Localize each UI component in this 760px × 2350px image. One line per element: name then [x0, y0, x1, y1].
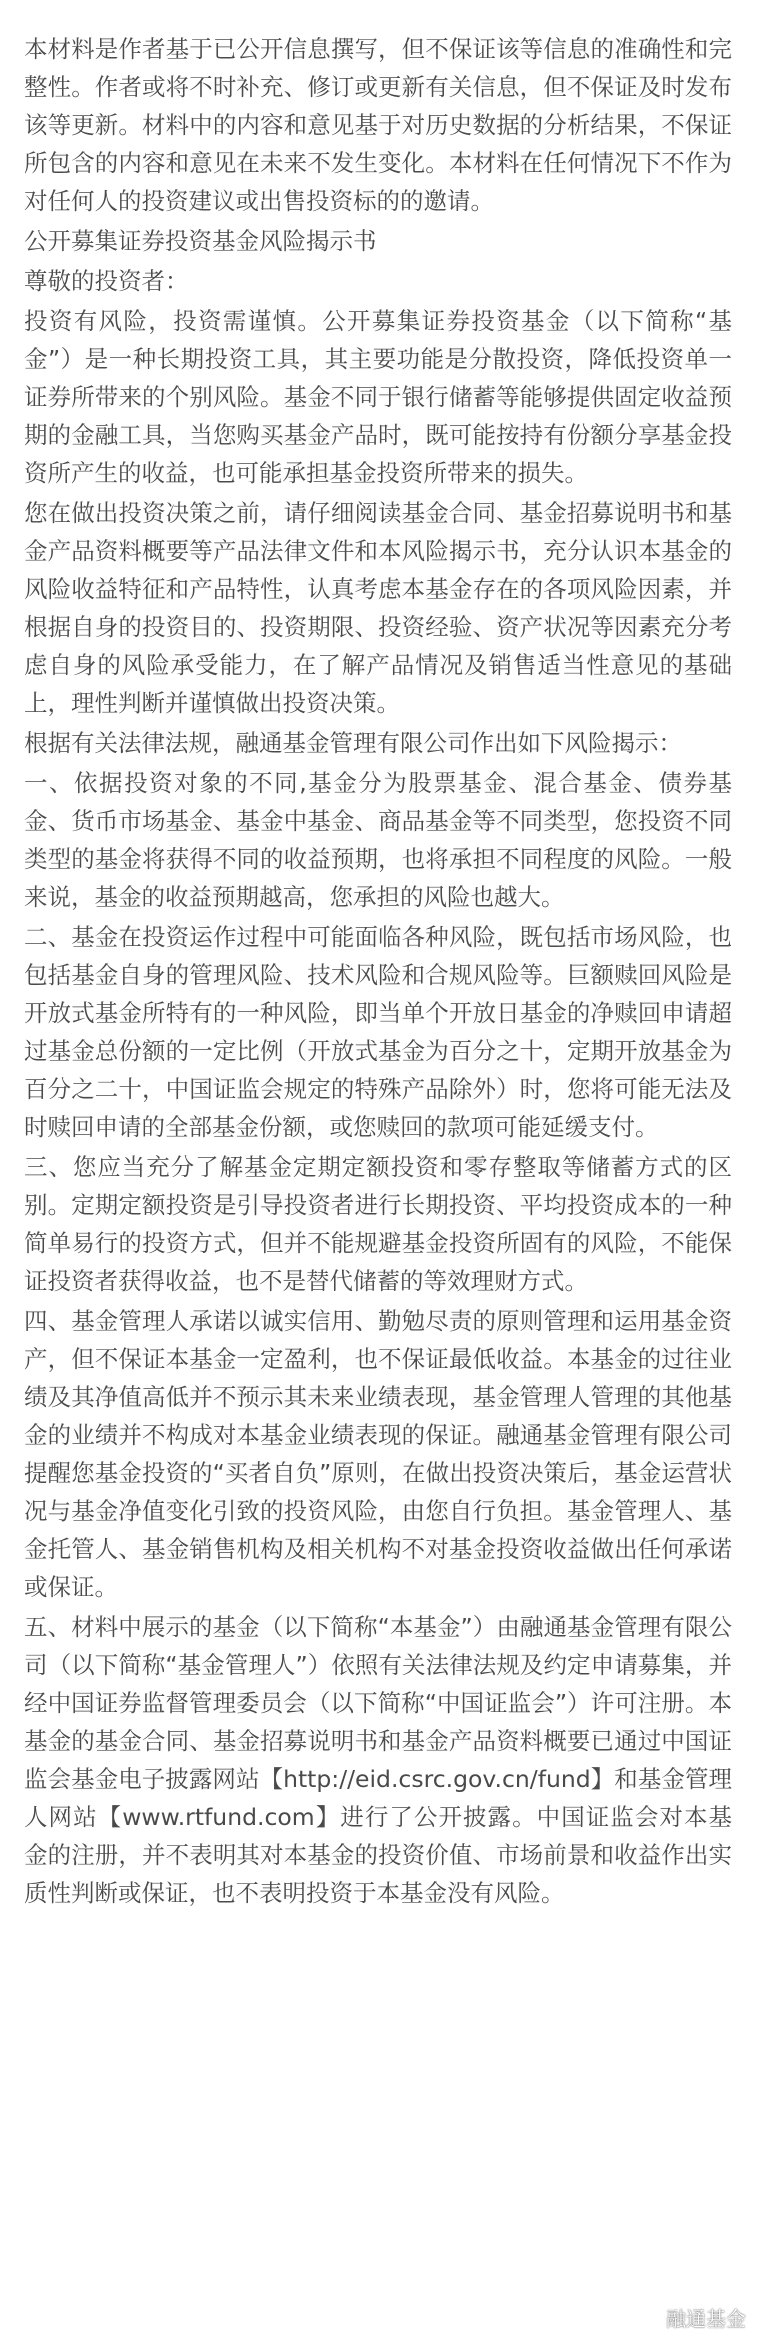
intro-paragraph: 投资有风险，投资需谨慎。公开募集证券投资基金（以下简称“基金”）是一种长期投资工具，其主要功能是分散投资，降低投资单一证券所带来的个别风险。基金不同于银行储蓄等能够提供固定收益预期的金融工具，当您购买基金产品时，既可能按持有份额分享基金投资所产生的收益，也可能承担基金投资所带来的损失。 — [24, 307, 732, 487]
risk-item-3: 三、您应当充分了解基金定期定额投资和零存整取等储蓄方式的区别。定期定额投资是引导投资者进行长期投资、平均投资成本的一种简单易行的投资方式，但并不能规避基金投资所固有的风险，不能保证投资者获得收益，也不是替代储蓄的等效理财方式。 — [24, 1153, 732, 1295]
risk-item-1: 一、依据投资对象的不同,基金分为股票基金、混合基金、债券基金、货币市场基金、基金中基金、商品基金等不同类型，您投资不同类型的基金将获得不同的收益预期，也将承担不同程度的风险。一般来说，基金的收益预期越高，您承担的风险也越大。 — [24, 769, 732, 911]
weibo-watermark — [630, 2303, 746, 2332]
weibo-icon — [630, 2306, 660, 2330]
disclaimer-paragraph: 本材料是作者基于已公开信息撰写，但不保证该等信息的准确性和完整性。作者或将不时补充、修订或更新有关信息，但不保证及时发布该等更新。材料中的内容和意见基于对历史数据的分析结果，不保证所包含的内容和意见在未来不发生变化。本材料在任何情况下不作为对任何人的投资建议或出售投资标的的邀请。 — [24, 35, 732, 215]
document-title: 公开募集证券投资基金风险揭示书 — [24, 227, 377, 255]
risk-item-5: 五、材料中展示的基金（以下简称“本基金”）由融通基金管理有限公司（以下简称“基金管理人”）依照有关法律法规及约定申请募集，并经中国证券监督管理委员会（以下简称“中国证监会”）许可注册。本基金的基金合同、基金招募说明书和基金产品资料概要已通过中国证监会基金电子披露网站【http://eid.csrc.gov.cn/fund】和基金管理人网站【www.rtfund.com】进行了公开披露。中国证监会对本基金的注册，并不表明其对本基金的投资价值、市场前景和收益作出实质性判断或保证，也不表明投资于本基金没有风险。 — [24, 1613, 732, 1907]
legal-basis-paragraph: 根据有关法律法规，融通基金管理有限公司作出如下风险揭示： — [24, 729, 682, 757]
decision-paragraph: 您在做出投资决策之前，请仔细阅读基金合同、基金招募说明书和基金产品资料概要等产品法律文件和本风险揭示书，充分认识本基金的风险收益特征和产品特性，认真考虑本基金存在的各项风险因素，并根据自身的投资目的、投资期限、投资经验、资产状况等因素充分考虑自身的风险承受能力，在了解产品情况及销售适当性意见的基础上，理性判断并谨慎做出投资决策。 — [24, 499, 732, 717]
risk-item-2: 二、基金在投资运作过程中可能面临各种风险，既包括市场风险，也包括基金自身的管理风险、技术风险和合规风险等。巨额赎回风险是开放式基金所特有的一种风险，即当单个开放日基金的净赎回申请超过基金总份额的一定比例（开放式基金为百分之十，定期开放基金为百分之二十，中国证监会规定的特殊产品除外）时，您将可能无法及时赎回申请的全部基金份额，或您赎回的款项可能延缓支付。 — [24, 923, 732, 1141]
risk-item-4: 四、基金管理人承诺以诚实信用、勤勉尽责的原则管理和运用基金资产，但不保证本基金一定盈利，也不保证最低收益。本基金的过往业绩及其净值高低并不预示其未来业绩表现，基金管理人管理的其他基金的业绩并不构成对本基金业绩表现的保证。融通基金管理有限公司提醒您基金投资的“买者自负”原则，在做出投资决策后，基金运营状况与基金净值变化引致的投资风险，由您自行负担。基金管理人、基金托管人、基金销售机构及相关机构不对基金投资收益做出任何承诺或保证。 — [24, 1307, 732, 1601]
watermark-text: 融通基金 — [666, 2307, 746, 2331]
salutation: 尊敬的投资者： — [24, 267, 189, 295]
